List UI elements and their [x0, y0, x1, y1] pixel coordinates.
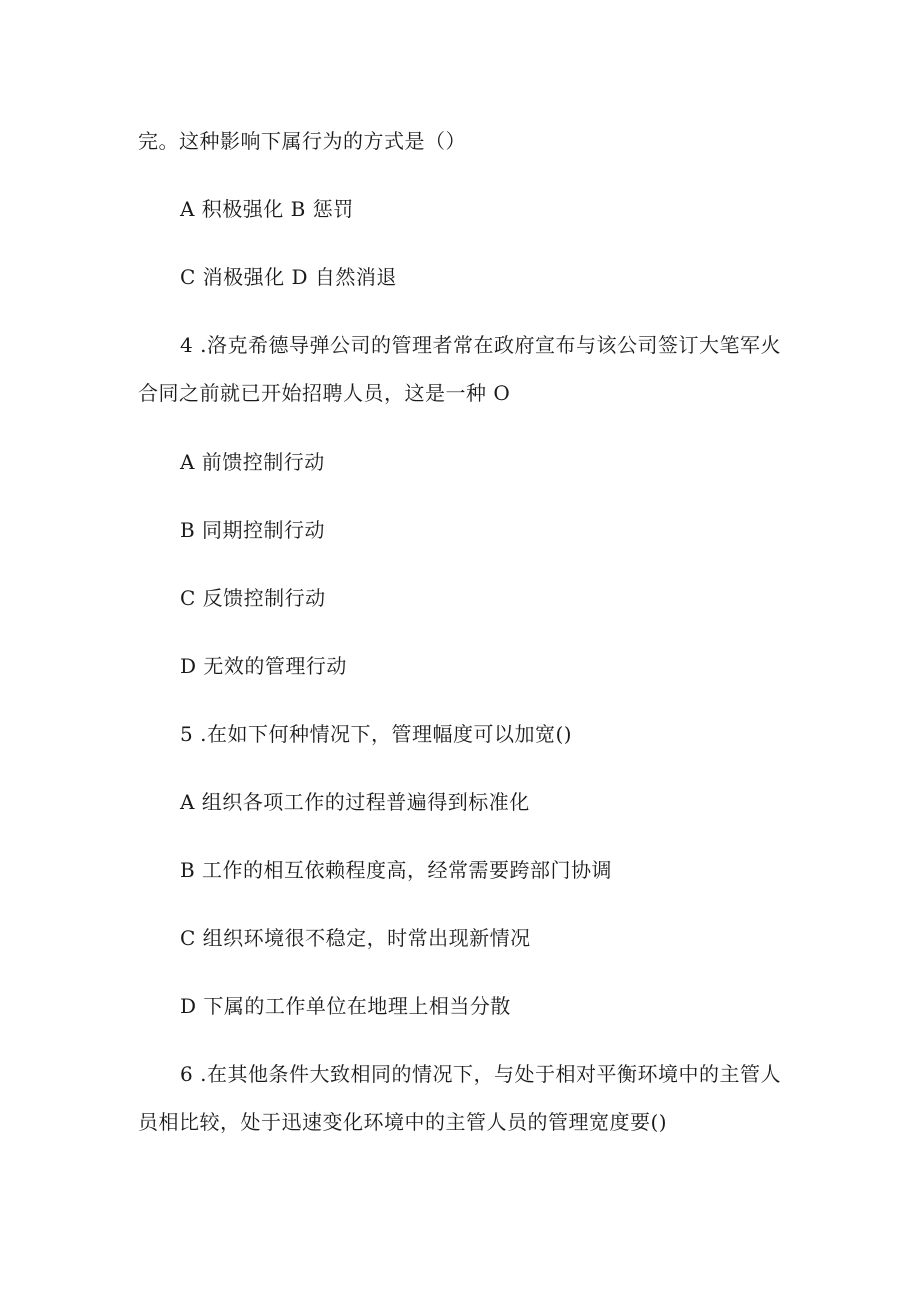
question-4-option-b: B 同期控制行动 — [180, 518, 326, 542]
question-4-stem-continuation: 合同之前就已开始招聘人员，这是一种 O — [138, 381, 511, 405]
question-3-option-cd: C 消极强化 D 自然消退 — [180, 265, 397, 289]
question-5-option-d: D 下属的工作单位在地理上相当分散 — [180, 994, 511, 1018]
question-6-stem-continuation: 员相比较，处于迅速变化环境中的主管人员的管理宽度要() — [138, 1110, 668, 1134]
question-4-option-a: A 前馈控制行动 — [180, 450, 325, 474]
question-3-option-ab: A 积极强化 B 惩罚 — [180, 197, 354, 221]
question-4-stem: 4 .洛克希德导弹公司的管理者常在政府宣布与该公司签订大笔军火 — [180, 333, 781, 357]
question-5-option-a: A 组织各项工作的过程普遍得到标准化 — [180, 790, 530, 814]
question-6-stem: 6 .在其他条件大致相同的情况下，与处于相对平衡环境中的主管人 — [180, 1062, 781, 1086]
question-5-stem: 5 .在如下何种情况下，管理幅度可以加宽() — [180, 722, 573, 746]
question-5-option-b: B 工作的相互依赖程度高，经常需要跨部门协调 — [180, 858, 613, 882]
question-4-option-c: C 反馈控制行动 — [180, 586, 326, 610]
question-3-continuation: 完。这种影响下属行为的方式是（） — [138, 129, 466, 153]
question-4-option-d: D 无效的管理行动 — [180, 654, 347, 678]
question-5-option-c: C 组织环境很不稳定，时常出现新情况 — [180, 926, 531, 950]
